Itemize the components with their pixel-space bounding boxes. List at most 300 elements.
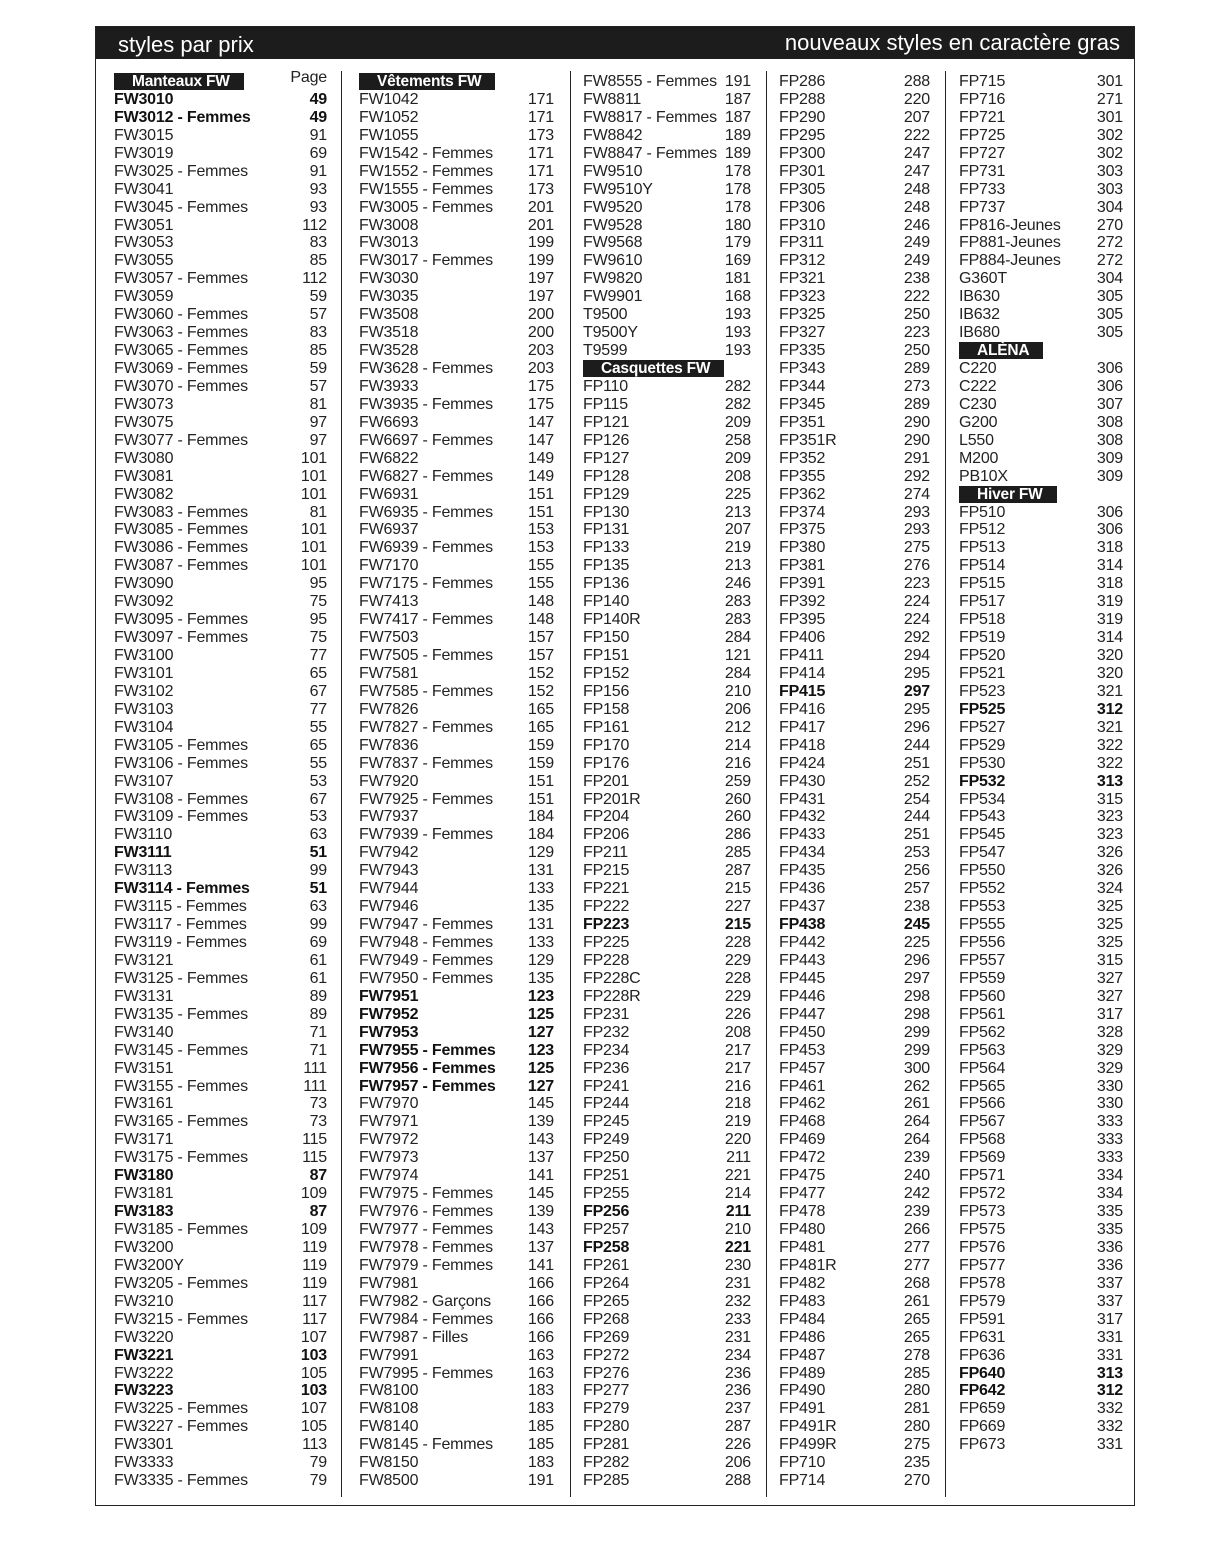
page-number: 131	[527, 862, 554, 880]
style-code: FP211	[583, 844, 628, 862]
page-number: 73	[309, 1095, 327, 1113]
style-code: FP527	[959, 718, 1006, 736]
style-code: FP566	[959, 1095, 1006, 1113]
style-code: FP519	[959, 629, 1006, 647]
style-entry	[779, 1436, 930, 1454]
style-code: FW3005 - Femmes	[359, 198, 493, 216]
style-code: FW3073	[114, 395, 174, 413]
style-code: FP445	[779, 969, 826, 987]
page-number: 220	[903, 90, 930, 108]
style-entry	[359, 1311, 554, 1329]
page-number: 199	[527, 234, 554, 252]
style-code: FP424	[779, 754, 826, 772]
page-number: 282	[724, 377, 751, 395]
page-number: 249	[903, 252, 930, 270]
style-code: FW7826	[359, 700, 419, 718]
page-number: 309	[1096, 467, 1123, 485]
page-number: 322	[1096, 754, 1123, 772]
style-entry	[583, 898, 751, 916]
page-number: 244	[903, 808, 930, 826]
style-entry	[583, 701, 751, 719]
page-number: 299	[903, 1041, 930, 1059]
page-number: 312	[1096, 700, 1123, 718]
style-code: FP310	[779, 216, 826, 234]
style-entry	[779, 539, 930, 557]
page-number: 101	[300, 485, 327, 503]
style-entry	[114, 199, 327, 217]
style-code: FW3200	[114, 1238, 174, 1256]
page-number: 123	[527, 987, 554, 1005]
page-number: 321	[1096, 718, 1123, 736]
style-entry	[959, 539, 1123, 557]
page-number: 79	[309, 1472, 327, 1490]
style-entry	[359, 1257, 554, 1275]
page-number: 99	[309, 916, 327, 934]
page-number: 65	[309, 736, 327, 754]
style-code: FP430	[779, 772, 826, 790]
style-code: FW3041	[114, 180, 174, 198]
page-number: 184	[527, 808, 554, 826]
style-code: FW7939 - Femmes	[359, 826, 493, 844]
page-number: 326	[1096, 862, 1123, 880]
style-code: FW6693	[359, 413, 419, 431]
page-number: 178	[724, 198, 751, 216]
style-entry	[359, 1239, 554, 1257]
style-code: FW3077 - Femmes	[114, 431, 248, 449]
style-entry	[359, 1095, 554, 1113]
style-entry	[114, 1167, 327, 1185]
page-number: 159	[527, 754, 554, 772]
style-entry	[583, 1060, 751, 1078]
page-number: 119	[302, 1256, 327, 1274]
style-code: FP560	[959, 987, 1006, 1005]
style-code: C230	[959, 395, 997, 413]
page-number: 169	[724, 252, 751, 270]
style-code: FW3115 - Femmes	[114, 898, 247, 916]
style-code: FW3518	[359, 324, 419, 342]
style-entry	[114, 1221, 327, 1239]
page-number: 193	[724, 324, 751, 342]
style-entry	[114, 1078, 327, 1096]
page-number: 291	[903, 449, 930, 467]
style-entry	[114, 1185, 327, 1203]
style-code: FP483	[779, 1292, 826, 1310]
style-entry	[959, 91, 1123, 109]
style-entry	[114, 862, 327, 880]
page-number: 151	[527, 485, 554, 503]
style-entry	[359, 880, 554, 898]
style-code: FW6939 - Femmes	[359, 539, 493, 557]
style-entry	[779, 414, 930, 432]
page-number: 284	[724, 629, 751, 647]
style-entry	[114, 808, 327, 826]
style-entry	[959, 1113, 1123, 1131]
style-entry	[114, 252, 327, 270]
style-entry	[779, 1221, 930, 1239]
page-number: 334	[1096, 1167, 1123, 1185]
style-code: FP311	[779, 234, 824, 252]
style-entry	[114, 593, 327, 611]
style-entry	[779, 1275, 930, 1293]
page-number: 115	[302, 1131, 327, 1149]
style-code: FP264	[583, 1274, 630, 1292]
style-code: FP257	[583, 1221, 630, 1238]
style-entry	[114, 450, 327, 468]
style-entry	[583, 844, 751, 862]
page-number: 331	[1096, 1328, 1123, 1346]
style-entry	[959, 1060, 1123, 1078]
style-code: FP543	[959, 808, 1006, 826]
style-code: FW7973	[359, 1149, 419, 1167]
style-entry	[959, 234, 1123, 252]
style-entry	[779, 91, 930, 109]
style-code: FP437	[779, 898, 826, 916]
page-number: 307	[1096, 395, 1123, 413]
page-number: 276	[903, 557, 930, 575]
page-number: 229	[724, 951, 751, 969]
page-number: 208	[724, 467, 751, 485]
page-number: 221	[724, 1238, 751, 1256]
style-code: FW7978 - Femmes	[359, 1238, 493, 1256]
page-number: 163	[527, 1364, 554, 1382]
style-code: FP362	[779, 485, 826, 503]
page-number: 81	[309, 395, 327, 413]
style-entry	[114, 1400, 327, 1418]
style-entry	[959, 217, 1123, 235]
page-number: 212	[724, 718, 751, 736]
style-code: FP136	[583, 575, 630, 593]
page-number: 197	[527, 270, 554, 288]
page-number: 227	[724, 898, 751, 916]
style-code: FP469	[779, 1131, 826, 1149]
page-number: 289	[903, 360, 930, 377]
page-number: 295	[903, 700, 930, 718]
style-entry	[583, 1347, 751, 1365]
style-code: PB10X	[959, 467, 1008, 485]
page-number: 87	[309, 1203, 327, 1221]
style-code: FP228	[583, 951, 630, 969]
style-code: FP553	[959, 898, 1006, 916]
style-code: FP277	[583, 1382, 630, 1400]
style-entry	[114, 844, 327, 862]
column-divider	[766, 71, 767, 1497]
style-entry	[959, 360, 1123, 378]
page-number: 119	[302, 1274, 327, 1292]
page-column-label: Page	[290, 69, 327, 86]
page-number: 232	[724, 1292, 751, 1310]
style-code: FP228C	[583, 969, 641, 987]
style-code: FP884-Jeunes	[959, 252, 1061, 270]
page-number: 175	[527, 395, 554, 413]
page-number: 293	[903, 503, 930, 521]
page-number: 85	[309, 342, 327, 360]
style-code: FP578	[959, 1274, 1006, 1292]
page-number: 231	[724, 1274, 751, 1292]
page-number: 284	[724, 664, 751, 682]
page-number: 216	[724, 754, 751, 772]
style-code: FW3180	[114, 1167, 174, 1185]
page-number: 322	[1096, 736, 1123, 754]
section-header	[959, 486, 1123, 504]
style-code: FP215	[583, 862, 630, 880]
style-entry	[583, 719, 751, 737]
page-number: 151	[527, 772, 554, 790]
page-number: 318	[1096, 575, 1123, 593]
page-number: 304	[1096, 270, 1123, 288]
header-right-title: nouveaux styles en caractère gras	[784, 30, 1120, 55]
page-number: 148	[527, 593, 554, 611]
style-entry	[114, 1239, 327, 1257]
page-number: 166	[527, 1292, 554, 1310]
page-number: 113	[302, 1436, 327, 1454]
style-entry	[779, 844, 930, 862]
style-code: FW6937	[359, 521, 419, 539]
style-entry	[959, 593, 1123, 611]
page-number: 337	[1096, 1292, 1123, 1310]
page-number: 111	[303, 1059, 327, 1077]
page-number: 79	[309, 1454, 327, 1472]
style-entry	[959, 737, 1123, 755]
style-code: FW7937	[359, 808, 419, 826]
page-number: 222	[903, 288, 930, 306]
style-code: FW3010	[114, 90, 174, 108]
style-code: L550	[959, 431, 994, 449]
page-number: 245	[903, 916, 930, 934]
style-entry	[959, 1221, 1123, 1239]
style-entry	[359, 791, 554, 809]
style-code: FP221	[583, 880, 630, 898]
style-code: FP140	[583, 593, 630, 611]
page-number: 306	[1096, 360, 1123, 377]
page-number: 217	[724, 1059, 751, 1077]
page-number: 135	[527, 969, 554, 987]
style-entry	[583, 199, 751, 217]
style-entry	[959, 665, 1123, 683]
style-code: FP258	[583, 1238, 630, 1256]
style-entry	[583, 324, 751, 342]
style-code: FP572	[959, 1185, 1006, 1203]
style-code: FW3165 - Femmes	[114, 1113, 248, 1131]
style-code: FP121	[583, 413, 630, 431]
page-number: 266	[903, 1221, 930, 1238]
style-entry	[583, 683, 751, 701]
page-number: 237	[724, 1400, 751, 1418]
style-code: FW3145 - Femmes	[114, 1041, 248, 1059]
page-number: 187	[724, 108, 751, 126]
style-code: FP731	[959, 162, 1006, 180]
page-number: 185	[527, 1418, 554, 1436]
style-entry	[114, 486, 327, 504]
style-code: IB632	[959, 306, 1000, 324]
style-entry	[959, 683, 1123, 701]
style-entry	[359, 593, 554, 611]
page-number: 210	[724, 1221, 751, 1238]
style-code: FW3114 - Femmes	[114, 880, 250, 898]
style-code: FW3333	[114, 1454, 174, 1472]
style-code: FP375	[779, 521, 826, 539]
style-code: FP416	[779, 700, 826, 718]
style-entry	[583, 737, 751, 755]
page-number: 91	[309, 126, 327, 144]
style-code: FW7982 - Garçons	[359, 1292, 491, 1310]
page-number: 262	[903, 1077, 930, 1095]
style-code: FP265	[583, 1292, 630, 1310]
page-number: 218	[724, 1095, 751, 1113]
style-entry	[583, 970, 751, 988]
style-entry	[359, 808, 554, 826]
style-code: FP305	[779, 180, 826, 198]
price-index-frame	[95, 26, 1135, 1506]
style-code: FW3175 - Femmes	[114, 1149, 248, 1167]
style-code: FP442	[779, 934, 826, 951]
style-entry	[583, 91, 751, 109]
style-entry	[779, 1060, 930, 1078]
style-code: FW3015	[114, 126, 174, 144]
style-code: FP534	[959, 790, 1006, 808]
style-code: FW3053	[114, 234, 174, 252]
page-number: 207	[724, 521, 751, 539]
page-number: 226	[724, 1436, 751, 1454]
style-entry	[114, 1095, 327, 1113]
style-entry	[114, 234, 327, 252]
style-entry	[359, 270, 554, 288]
style-entry	[779, 378, 930, 396]
page-number: 257	[903, 880, 930, 898]
style-entry	[359, 127, 554, 145]
style-code: FP128	[583, 467, 630, 485]
page-number: 242	[903, 1185, 930, 1203]
style-code: FW3008	[359, 216, 419, 234]
style-code: FW7984 - Femmes	[359, 1310, 493, 1328]
style-entry	[114, 665, 327, 683]
style-code: FW7995 - Femmes	[359, 1364, 493, 1382]
style-entry	[959, 450, 1123, 468]
style-code: FP529	[959, 736, 1006, 754]
page-number: 99	[309, 862, 327, 880]
style-entry	[583, 163, 751, 181]
style-entry	[959, 773, 1123, 791]
page-number: 250	[903, 342, 930, 360]
style-code: FP272	[583, 1346, 630, 1364]
page-number: 171	[527, 144, 554, 162]
style-entry	[583, 1275, 751, 1293]
style-entry	[779, 755, 930, 773]
page-number: 282	[724, 395, 751, 413]
page-number: 247	[903, 162, 930, 180]
page-number: 135	[527, 898, 554, 916]
style-entry	[114, 1454, 327, 1472]
page-number: 292	[903, 467, 930, 485]
page-number: 261	[903, 1095, 930, 1113]
page-number: 179	[724, 234, 751, 252]
style-code: FP562	[959, 1023, 1006, 1041]
page-number: 324	[1096, 880, 1123, 898]
page-number: 107	[300, 1328, 327, 1346]
page-number: 231	[724, 1328, 751, 1346]
style-code: FW1052	[359, 108, 419, 126]
style-code: FW3013	[359, 234, 419, 252]
page-number: 191	[527, 1472, 554, 1490]
style-code: FP411	[779, 647, 824, 664]
style-entry	[583, 1472, 751, 1490]
page-number: 153	[527, 521, 554, 539]
style-entry	[583, 1239, 751, 1257]
page-number: 191	[724, 73, 751, 90]
style-code: FP285	[583, 1472, 630, 1490]
style-entry	[959, 324, 1123, 342]
style-entry	[114, 683, 327, 701]
style-entry	[359, 701, 554, 719]
page-number: 105	[300, 1418, 327, 1436]
style-entry	[779, 1203, 930, 1221]
style-code: FP545	[959, 826, 1006, 844]
style-code: FP250	[583, 1149, 630, 1167]
page-number: 125	[527, 1005, 554, 1023]
style-code: FP480	[779, 1221, 826, 1238]
page-number: 166	[527, 1328, 554, 1346]
style-code: FP737	[959, 198, 1006, 216]
style-entry	[359, 916, 554, 934]
style-code: M200	[959, 449, 999, 467]
style-code: FW8842	[583, 126, 643, 144]
page-number: 328	[1096, 1023, 1123, 1041]
style-code: FP323	[779, 288, 826, 306]
style-code: FP245	[583, 1113, 630, 1131]
page-number: 309	[1096, 449, 1123, 467]
page-number: 317	[1096, 1005, 1123, 1023]
style-code: FP110	[583, 377, 628, 395]
style-entry	[583, 755, 751, 773]
style-entry	[583, 181, 751, 199]
style-entry	[359, 1365, 554, 1383]
style-code: FP510	[959, 503, 1006, 521]
style-code: FP255	[583, 1185, 630, 1203]
style-code: FP280	[583, 1418, 630, 1436]
style-entry	[779, 1185, 930, 1203]
style-entry	[779, 1418, 930, 1436]
style-code: FP669	[959, 1418, 1006, 1436]
style-code: FP176	[583, 754, 630, 772]
style-entry	[779, 342, 930, 360]
style-entry	[959, 1078, 1123, 1096]
style-code: FP710	[779, 1454, 826, 1472]
page-number: 303	[1096, 162, 1123, 180]
style-entry	[959, 1382, 1123, 1400]
style-code: FW7946	[359, 898, 419, 916]
style-code: FW3092	[114, 593, 174, 611]
page-number: 306	[1096, 377, 1123, 395]
style-entry	[959, 181, 1123, 199]
section-header-label: Vêtements FW	[377, 73, 482, 90]
style-entry	[779, 988, 930, 1006]
style-code: FW3069 - Femmes	[114, 360, 248, 377]
page-number: 107	[300, 1400, 327, 1418]
page-number: 103	[300, 1382, 327, 1400]
page-number: 336	[1096, 1256, 1123, 1274]
style-entry	[779, 1006, 930, 1024]
page-number: 193	[724, 342, 751, 360]
page-number: 290	[903, 431, 930, 449]
style-entry	[959, 109, 1123, 127]
page-number: 69	[309, 144, 327, 162]
page-number: 228	[724, 969, 751, 987]
page-number: 268	[903, 1274, 930, 1292]
style-code: FP232	[583, 1023, 630, 1041]
style-entry	[959, 145, 1123, 163]
page-number: 165	[527, 700, 554, 718]
style-code: FP550	[959, 862, 1006, 880]
style-code: FP453	[779, 1041, 826, 1059]
